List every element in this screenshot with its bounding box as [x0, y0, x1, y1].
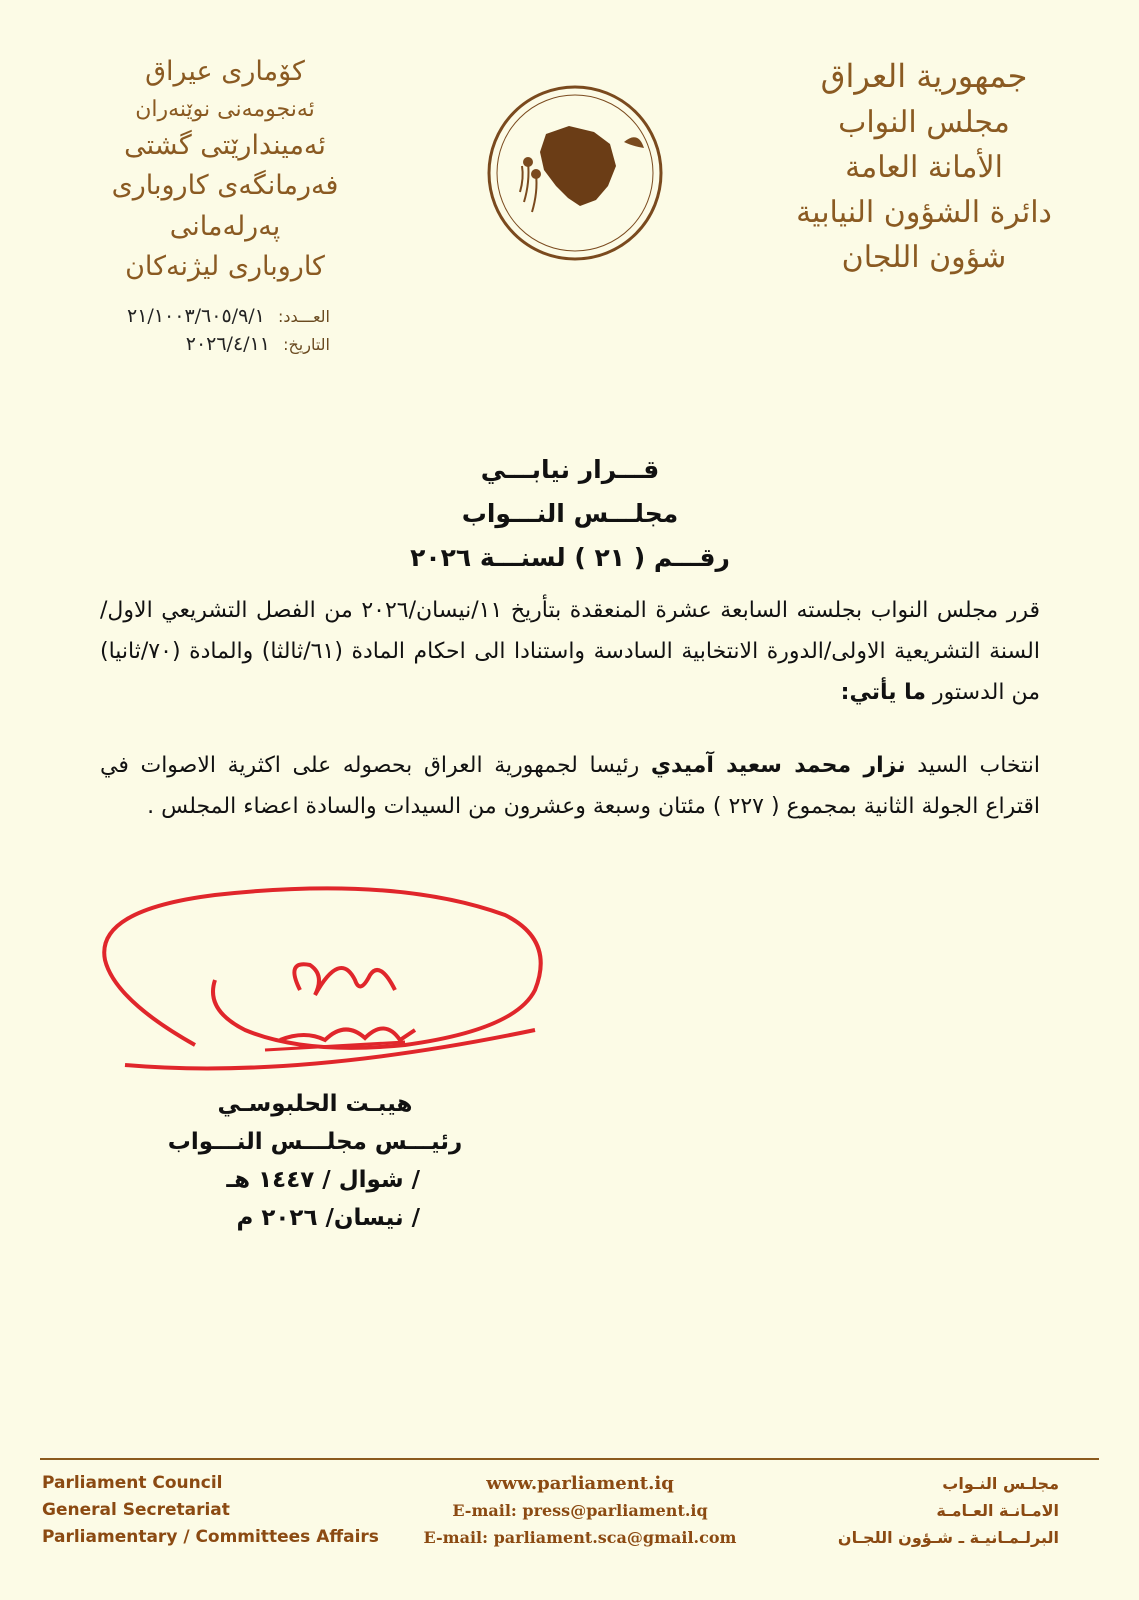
- reference-date: ٢٠٢٦/٤/١١: [185, 333, 270, 355]
- signature-image: [95, 880, 555, 1100]
- title-line: قـــرار نيابـــي: [480, 455, 660, 484]
- letterhead-arabic-line: الأمانة العامة: [845, 150, 1003, 185]
- title-line: رقـــم ( ٢١ ) لسنـــة ٢٠٢٦: [410, 543, 730, 572]
- footer-english-line: Parliament Council: [42, 1473, 223, 1493]
- letterhead-kurdish-line: فەرمانگەی كاروباری پەرلەمانی: [111, 170, 339, 242]
- president-name: نزار محمد سعيد آميدي: [650, 753, 906, 778]
- letterhead-kurdish-line: ئەنجومەنی نوێنەران: [135, 96, 315, 122]
- letterhead-arabic-line: شؤون اللجان: [841, 240, 1007, 275]
- reference-number-label: العـــدد:: [277, 307, 330, 326]
- paragraph-text: قرر مجلس النواب بجلسته السابعة عشرة المنعقدة بتأريخ ١١/نيسان/٢٠٢٦ من الفصل التشريعي الاول/السنة التشريعية الاولى/الدورة الانتخابية السادسة واستنادا الى احكام المادة (٦١/ثالثا) والمادة (٧٠/ثانيا) من الدستور: [100, 598, 1040, 705]
- document-title: [300, 448, 840, 580]
- title-line: مجلـــس النـــواب: [461, 499, 679, 528]
- decision-paragraph: [100, 590, 1040, 713]
- signer-name: هيبـت الحلبوسـي: [217, 1091, 413, 1117]
- footer-english-line: Parliamentary / Committees Affairs: [42, 1527, 379, 1547]
- election-paragraph: [100, 745, 1040, 827]
- reference-number: ٢١/١٠٠٣/٦٠٥/٩/١: [127, 305, 265, 327]
- letterhead-kurdish: [60, 52, 390, 288]
- paragraph-bold-end: ما يأتي:: [840, 680, 927, 705]
- footer-website-link[interactable]: www.parliament.iq: [486, 1473, 674, 1494]
- footer-email-link[interactable]: E-mail: parliament.sca@gmail.com: [423, 1528, 737, 1547]
- paragraph-prefix: انتخاب السيد: [917, 753, 1040, 778]
- reference-block: [30, 305, 330, 361]
- footer-email-link[interactable]: E-mail: press@parliament.iq: [452, 1501, 708, 1520]
- footer-english: [42, 1470, 379, 1551]
- letterhead-arabic-line: دائرة الشؤون النيابية: [796, 195, 1052, 230]
- signer-block: [150, 1085, 480, 1237]
- footer-arabic-line: الامـانـة العـامـة: [936, 1501, 1059, 1520]
- letterhead-kurdish-line: كاروباری لیژنەكان: [125, 251, 325, 282]
- letterhead-kurdish-line: ئەمیندارێتی گشتی: [124, 129, 326, 161]
- letterhead-kurdish-line: كۆماری عیراق: [145, 56, 305, 87]
- letterhead-arabic-line: مجلس النواب: [838, 105, 1010, 140]
- footer-contact: [415, 1470, 745, 1551]
- letterhead-arabic: [779, 52, 1069, 280]
- signer-title: رئيـــس مجلـــس النـــواب: [167, 1129, 463, 1155]
- signer-hijri-date: / شوال / ١٤٤٧ هـ: [226, 1167, 420, 1193]
- paragraph-text: رئيسا لجمهورية العراق بحصوله على اكثرية الاصوات في اقتراع الجولة الثانية بمجموع ( ٢٢٧ ) مئتان وسبعة وعشرون من السيدات والسادة اعضاء المجلس .: [100, 753, 1040, 819]
- reference-date-label: التاريخ:: [283, 335, 330, 354]
- letterhead-arabic-line: جمهورية العراق: [820, 57, 1028, 95]
- footer-arabic: [819, 1470, 1059, 1551]
- footer-arabic-line: مجلـس النـواب: [942, 1474, 1059, 1493]
- footer-english-line: General Secretariat: [42, 1500, 230, 1520]
- footer-arabic-line: البرلـمـانيـة ـ شـؤون اللجـان: [837, 1528, 1059, 1547]
- footer-divider: [40, 1458, 1099, 1460]
- signer-gregorian-date: / نيسان/ ٢٠٢٦ م: [236, 1205, 420, 1231]
- parliament-seal-logo: [484, 82, 666, 264]
